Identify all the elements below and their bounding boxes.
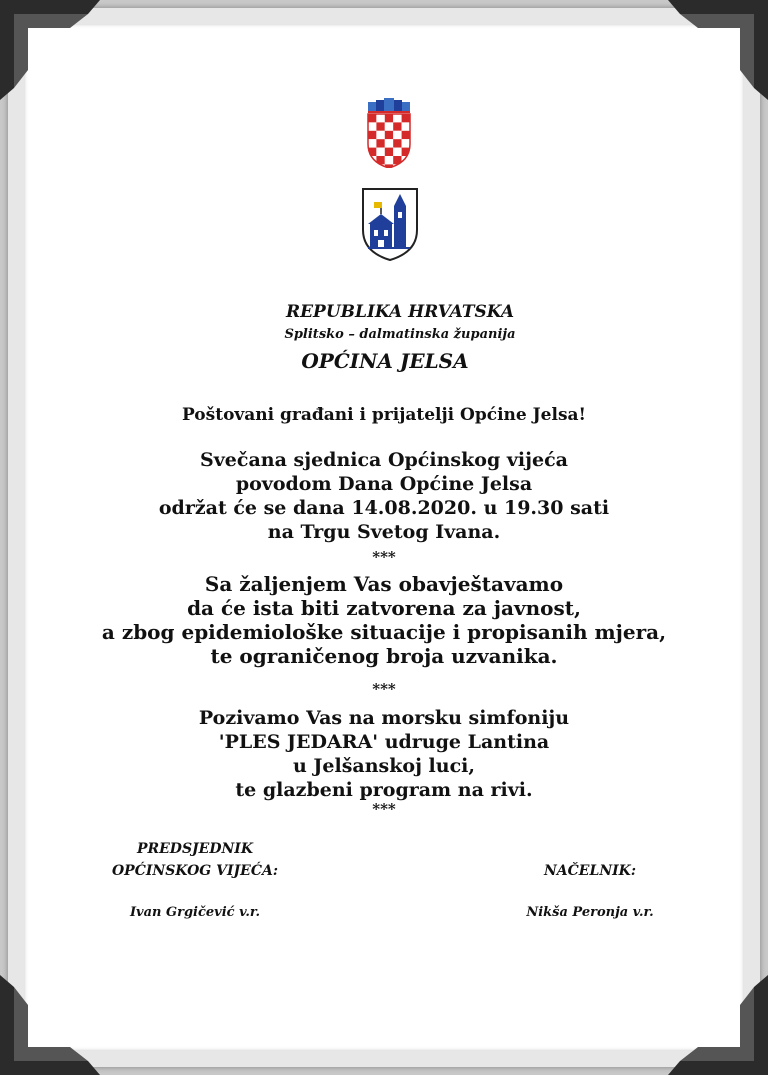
croatian-coat-of-arms-icon [366,98,412,168]
announcement-line: Svečana sjednica Općinskog vijeća [200,449,568,471]
announcement-line: povodom Dana Općine Jelsa [235,473,533,495]
invitation-line: Pozivamo Vas na morsku simfoniju [198,707,570,729]
invitation-block [0,706,768,802]
announcement-line: održat će se dana 14.08.2020. u 19.30 sati [158,497,610,519]
council-president-name: Ivan Grgičević v.r. [129,905,261,920]
frame-corner-top-left [0,0,100,100]
council-president-title-line: PREDSJEDNIK [136,841,254,857]
announcement-line: na Trgu Svetog Ivana. [267,521,501,543]
invitation-line: 'PLES JEDARA' udruge Lantina [218,731,550,753]
notice-block [0,572,768,668]
notice-line: te ograničenog broja uzvanika. [210,644,558,668]
jelsa-coat-of-arms-icon [360,186,420,262]
notice-line: da će ista biti zatvorena za javnost, [187,596,581,620]
separator: *** [372,548,396,566]
frame-corner-bottom-right [668,975,768,1075]
frame-corner-bottom-left [0,975,100,1075]
council-president-title [100,838,290,882]
mayor-title: NAČELNIK: [544,863,636,879]
county-heading: Splitsko – dalmatinska županija [284,327,516,342]
republic-heading: REPUBLIKA HRVATSKA [285,302,515,322]
greeting: Poštovani građani i prijatelji Općine Jelsa! [181,405,586,425]
separator: *** [372,680,396,698]
separator: *** [372,800,396,818]
frame-corner-top-right [668,0,768,100]
invitation-line: u Jelšanskoj luci, [292,755,475,777]
notice-line: a zbog epidemiološke situacije i propisanih mjera, [101,620,667,644]
municipality-heading: OPĆINA JELSA [301,349,469,373]
mayor-name: Nikša Peronja v.r. [526,905,654,920]
council-president-title-line: OPĆINSKOG VIJEĆA: [111,863,279,879]
invitation-line: te glazbeni program na rivi. [235,779,533,801]
notice-line: Sa žaljenjem Vas obavještavamo [204,572,564,596]
announcement-block [0,448,768,544]
